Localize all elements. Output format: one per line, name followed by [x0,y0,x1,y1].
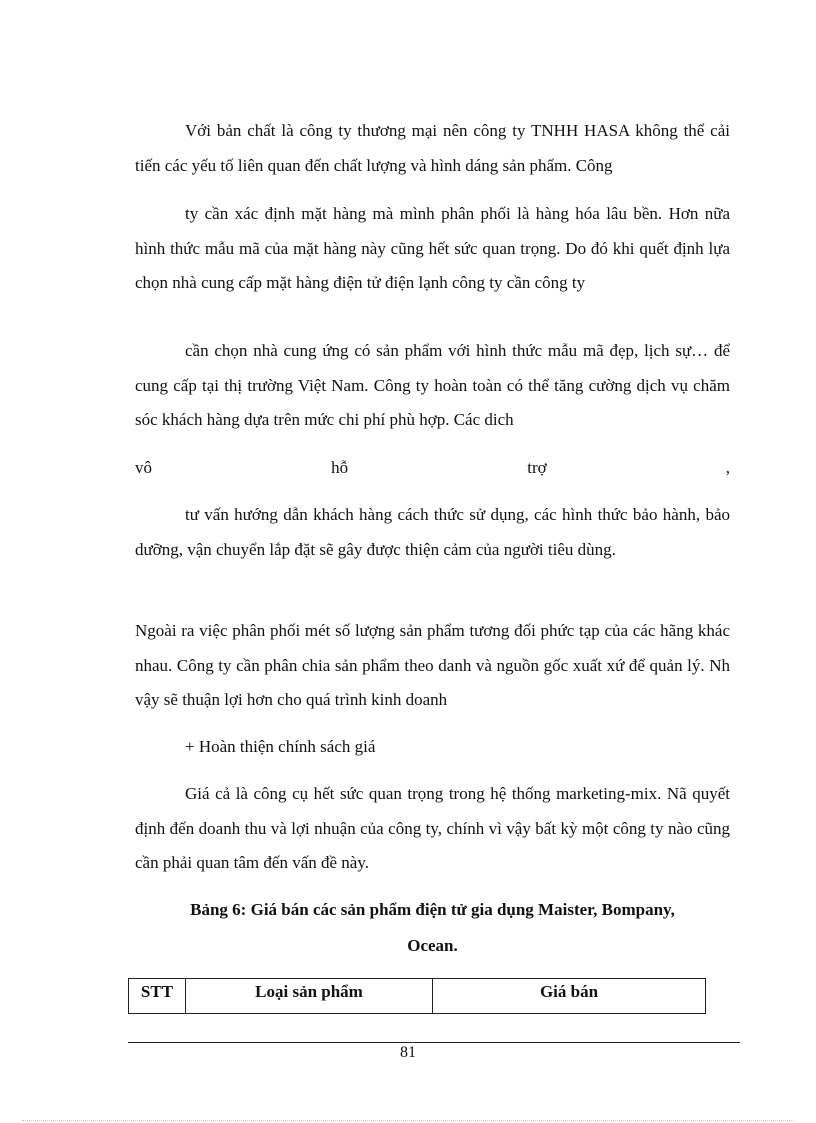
table-caption-line-1: Bảng 6: Giá bán các sản phẩm điện tử gia dụng Maister, Bompany, [190,900,675,919]
spread-line [135,451,730,486]
header-price: Giá bán [433,979,706,1014]
table-caption-line-2: Ocean. [407,936,458,955]
paragraph-6: Giá cả là công cụ hết sức quan trọng trong hệ thống marketing-mix. Nã quyết định đến doanh thu và lợi nhuận của công ty, chính vì vậy bất kỳ một công ty nào cũng cần phải quan tâm đến vấn đề này. [135,784,730,872]
paragraph-1: Với bản chất là công ty thương mại nên công ty TNHH HASA không thể cải tiến các yếu tố liên quan đến chất lượng và hình dáng sản phẩm. Công [135,121,730,175]
header-stt: STT [129,979,186,1014]
page-number: 81 [400,1044,416,1061]
subheading-price-policy: + Hoàn thiện chính sách giá [185,737,376,756]
price-table [128,978,706,1014]
spread-word-3: trợ [527,458,547,477]
spread-word-1: vô [135,458,152,477]
paragraph-4: tư vấn hướng dẫn khách hàng cách thức sử dụng, các hình thức bảo hành, bảo dưỡng, vận chuyển lắp đặt sẽ gây được thiện cảm của người tiêu dùng. [135,505,730,559]
header-product-type: Loại sản phẩm [186,979,433,1014]
spread-word-2: hỗ [331,458,349,477]
paragraph-2: ty cần xác định mặt hàng mà mình phân phối là hàng hóa lâu bền. Hơn nữa hình thức mẫu mã của mặt hàng này cũng hết sức quan trọng. Do đó khi quết định lựa chọn nhà cung cấp mặt hàng điện tử điện lạnh công ty cần công ty [135,204,730,292]
spread-word-4: , [725,458,730,477]
paragraph-3: cần chọn nhà cung ứng có sản phẩm với hình thức mẫu mã đẹp, lịch sự… để cung cấp tại thị trường Việt Nam. Công ty hoàn toàn có thể tăng cường dịch vụ chăm sóc khách hàng dựa trên mức chi phí phù hợp. Các dich [135,341,730,429]
paragraph-5: Ngoài ra việc phân phối mét số lượng sản phẩm tương đối phức tạp của các hãng khác nhau. Công ty cần phân chia sản phẩm theo danh và nguồn gốc xuất xứ để quản lý. Nh vậy sẽ thuận lợi hơn cho quá trình kinh doanh [135,621,730,709]
table-header-row [129,979,706,1014]
page-bottom-edge [22,1120,794,1121]
